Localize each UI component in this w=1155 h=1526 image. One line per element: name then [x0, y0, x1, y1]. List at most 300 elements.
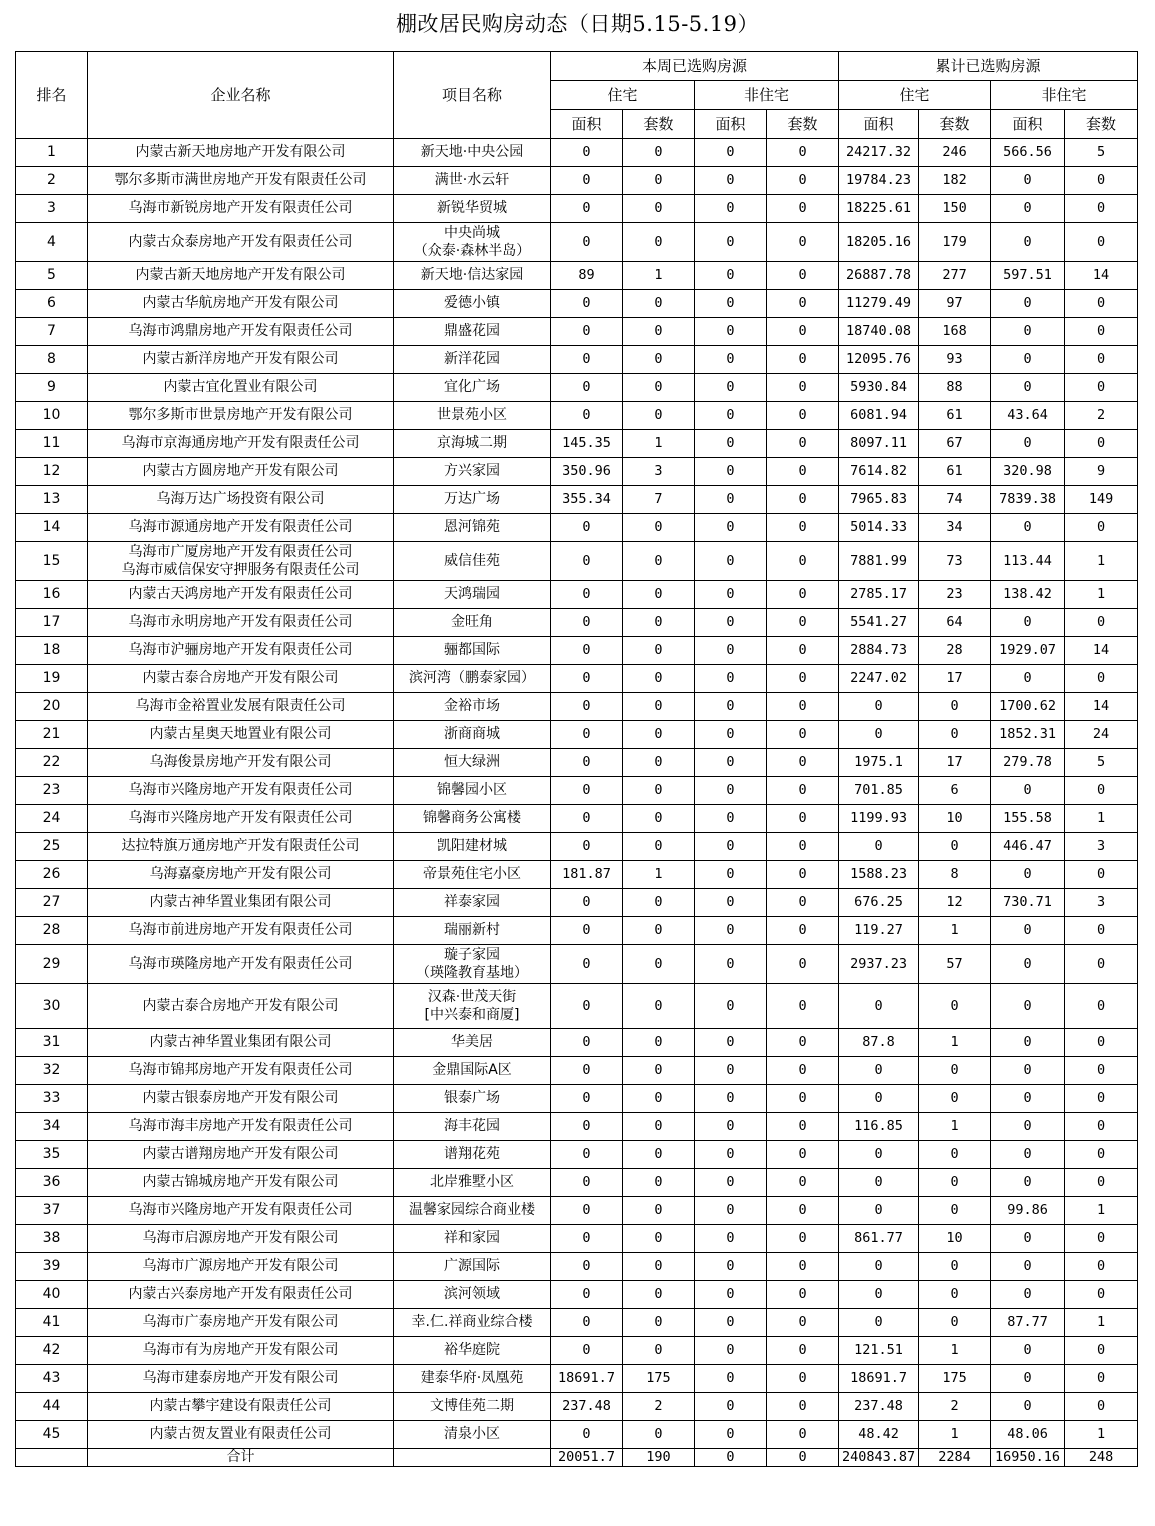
week-non-units-cell: 0 [767, 805, 839, 833]
table-row [16, 486, 1138, 514]
project-cell: 凯阳建材城 [394, 833, 551, 861]
table-row [16, 889, 1138, 917]
cum-res-units-cell: 179 [919, 223, 991, 262]
cum-res-area-cell: 87.8 [839, 1029, 919, 1057]
company-cell: 乌海市兴隆房地产开发有限责任公司 [88, 805, 394, 833]
rank-cell: 16 [16, 581, 88, 609]
cum-non-area-cell: 138.42 [991, 581, 1065, 609]
table-row [16, 1393, 1138, 1421]
cum-res-area-cell: 0 [839, 1169, 919, 1197]
week-non-units-cell: 0 [767, 581, 839, 609]
company-cell: 内蒙古泰合房地产开发有限公司 [88, 665, 394, 693]
week-non-units-cell: 0 [767, 693, 839, 721]
week-non-area-cell: 0 [695, 486, 767, 514]
rank-cell: 22 [16, 749, 88, 777]
cum-res-units-cell: 64 [919, 609, 991, 637]
cum-non-area-cell: 0 [991, 1393, 1065, 1421]
week-res-units-cell: 0 [623, 318, 695, 346]
week-res-units-cell: 1 [623, 262, 695, 290]
week-res-area-cell: 0 [551, 1141, 623, 1169]
week-res-units-cell: 0 [623, 402, 695, 430]
cum-res-units-cell: 61 [919, 458, 991, 486]
cum-res-area-cell: 18691.7 [839, 1365, 919, 1393]
cum-res-area-cell: 0 [839, 833, 919, 861]
cum-non-units-cell: 1 [1065, 805, 1138, 833]
table-row [16, 833, 1138, 861]
total-cum-non-units: 248 [1065, 1449, 1138, 1467]
week-res-area-cell: 0 [551, 167, 623, 195]
cum-non-units-cell: 0 [1065, 861, 1138, 889]
total-rank-cell [16, 1449, 88, 1467]
week-non-units-cell: 0 [767, 833, 839, 861]
table-row [16, 1421, 1138, 1449]
cum-res-units-cell: 0 [919, 833, 991, 861]
cum-non-units-cell: 9 [1065, 458, 1138, 486]
cum-res-units-cell: 88 [919, 374, 991, 402]
rank-cell: 36 [16, 1169, 88, 1197]
cum-non-units-cell: 0 [1065, 1141, 1138, 1169]
table-row [16, 665, 1138, 693]
table-row [16, 1337, 1138, 1365]
week-non-area-cell: 0 [695, 542, 767, 581]
cum-non-area-cell: 0 [991, 1113, 1065, 1141]
project-cell-line1: 璇子家园 [444, 947, 500, 963]
project-cell [394, 945, 551, 984]
week-res-units-cell: 0 [623, 290, 695, 318]
table-row [16, 139, 1138, 167]
week-res-units-cell: 0 [623, 223, 695, 262]
cum-non-units-cell: 3 [1065, 889, 1138, 917]
week-non-units-cell: 0 [767, 195, 839, 223]
header-units: 套数 [767, 110, 839, 139]
cum-res-units-cell: 2 [919, 1393, 991, 1421]
week-res-units-cell: 0 [623, 721, 695, 749]
company-cell: 乌海市新锐房地产开发有限责任公司 [88, 195, 394, 223]
cum-res-units-cell: 6 [919, 777, 991, 805]
week-res-units-cell: 0 [623, 1113, 695, 1141]
week-res-units-cell: 0 [623, 1141, 695, 1169]
week-non-area-cell: 0 [695, 749, 767, 777]
cum-res-area-cell: 0 [839, 1057, 919, 1085]
cum-non-units-cell: 0 [1065, 1029, 1138, 1057]
week-res-units-cell: 0 [623, 167, 695, 195]
week-res-units-cell: 0 [623, 749, 695, 777]
rank-cell: 9 [16, 374, 88, 402]
week-non-units-cell: 0 [767, 889, 839, 917]
company-cell: 乌海市永明房地产开发有限责任公司 [88, 609, 394, 637]
project-cell: 骊都国际 [394, 637, 551, 665]
week-non-units-cell: 0 [767, 374, 839, 402]
rank-cell: 30 [16, 984, 88, 1029]
week-non-area-cell: 0 [695, 945, 767, 984]
week-res-units-cell: 0 [623, 1057, 695, 1085]
cum-non-area-cell: 0 [991, 1225, 1065, 1253]
cum-non-area-cell: 0 [991, 1029, 1065, 1057]
rank-cell: 18 [16, 637, 88, 665]
week-res-units-cell: 0 [623, 1197, 695, 1225]
cum-res-units-cell: 61 [919, 402, 991, 430]
table-row [16, 167, 1138, 195]
week-non-units-cell: 0 [767, 167, 839, 195]
cum-non-units-cell: 0 [1065, 1085, 1138, 1113]
project-cell: 海丰花园 [394, 1113, 551, 1141]
week-res-units-cell: 0 [623, 346, 695, 374]
company-cell-line2: 乌海市威信保安守押服务有限责任公司 [121, 562, 360, 578]
week-res-area-cell: 237.48 [551, 1393, 623, 1421]
cum-res-units-cell: 0 [919, 984, 991, 1029]
week-res-units-cell: 7 [623, 486, 695, 514]
company-cell: 乌海市京海通房地产开发有限责任公司 [88, 430, 394, 458]
week-res-area-cell: 0 [551, 1421, 623, 1449]
project-cell-line2: （瑛隆教育基地） [416, 965, 528, 981]
week-res-units-cell: 0 [623, 581, 695, 609]
week-non-area-cell: 0 [695, 290, 767, 318]
week-res-units-cell: 0 [623, 889, 695, 917]
rank-cell: 19 [16, 665, 88, 693]
cum-non-area-cell: 0 [991, 1141, 1065, 1169]
week-res-units-cell: 0 [623, 693, 695, 721]
company-cell: 鄂尔多斯市满世房地产开发有限责任公司 [88, 167, 394, 195]
week-res-units-cell: 0 [623, 1421, 695, 1449]
project-cell-line2: （众泰·森林半岛） [413, 243, 531, 259]
week-non-area-cell: 0 [695, 861, 767, 889]
week-non-area-cell: 0 [695, 1029, 767, 1057]
project-cell: 天鸿瑞园 [394, 581, 551, 609]
company-cell: 内蒙古兴泰房地产开发有限责任公司 [88, 1281, 394, 1309]
week-res-area-cell: 0 [551, 833, 623, 861]
cum-non-area-cell: 0 [991, 917, 1065, 945]
cum-non-units-cell: 0 [1065, 917, 1138, 945]
cum-non-units-cell: 0 [1065, 1057, 1138, 1085]
cum-res-units-cell: 0 [919, 1085, 991, 1113]
week-res-units-cell: 0 [623, 777, 695, 805]
table-row [16, 542, 1138, 581]
cum-res-area-cell: 0 [839, 984, 919, 1029]
table-row [16, 1197, 1138, 1225]
cum-res-area-cell: 7881.99 [839, 542, 919, 581]
company-cell: 乌海市锦邦房地产开发有限责任公司 [88, 1057, 394, 1085]
project-cell: 新天地·中央公园 [394, 139, 551, 167]
week-non-area-cell: 0 [695, 514, 767, 542]
week-res-area-cell: 0 [551, 542, 623, 581]
cum-res-area-cell: 2937.23 [839, 945, 919, 984]
table-row [16, 637, 1138, 665]
cum-res-units-cell: 1 [919, 917, 991, 945]
cum-non-area-cell: 48.06 [991, 1421, 1065, 1449]
week-non-area-cell: 0 [695, 402, 767, 430]
week-res-area-cell: 0 [551, 1253, 623, 1281]
table-row [16, 1169, 1138, 1197]
week-non-area-cell: 0 [695, 374, 767, 402]
project-cell-line1: 中央尚城 [444, 225, 500, 241]
week-non-units-cell: 0 [767, 1281, 839, 1309]
cum-res-units-cell: 0 [919, 1169, 991, 1197]
table-row [16, 984, 1138, 1029]
week-non-units-cell: 0 [767, 139, 839, 167]
rank-cell: 3 [16, 195, 88, 223]
project-cell: 谱翔花苑 [394, 1141, 551, 1169]
project-cell-line1: 汉森·世茂天街 [427, 989, 517, 1005]
rank-cell: 5 [16, 262, 88, 290]
project-cell: 新天地·信达家园 [394, 262, 551, 290]
project-cell: 浙商商城 [394, 721, 551, 749]
week-non-units-cell: 0 [767, 1169, 839, 1197]
week-non-units-cell: 0 [767, 290, 839, 318]
table-row [16, 1225, 1138, 1253]
week-res-area-cell: 89 [551, 262, 623, 290]
cum-non-units-cell: 1 [1065, 1197, 1138, 1225]
week-non-area-cell: 0 [695, 984, 767, 1029]
cum-non-units-cell: 0 [1065, 374, 1138, 402]
week-res-area-cell: 0 [551, 984, 623, 1029]
cum-non-units-cell: 0 [1065, 1253, 1138, 1281]
cum-non-units-cell: 0 [1065, 1365, 1138, 1393]
table-row [16, 318, 1138, 346]
company-cell: 内蒙古谱翔房地产开发有限公司 [88, 1141, 394, 1169]
cum-non-units-cell: 0 [1065, 609, 1138, 637]
company-cell: 内蒙古华航房地产开发有限公司 [88, 290, 394, 318]
cum-res-units-cell: 67 [919, 430, 991, 458]
project-cell: 北岸雅墅小区 [394, 1169, 551, 1197]
week-res-area-cell: 0 [551, 609, 623, 637]
week-non-units-cell: 0 [767, 1393, 839, 1421]
cum-res-units-cell: 168 [919, 318, 991, 346]
week-res-units-cell: 0 [623, 984, 695, 1029]
week-res-units-cell: 0 [623, 1085, 695, 1113]
week-res-units-cell: 1 [623, 430, 695, 458]
company-cell: 乌海市兴隆房地产开发有限责任公司 [88, 777, 394, 805]
week-non-units-cell: 0 [767, 486, 839, 514]
week-res-area-cell: 0 [551, 805, 623, 833]
cum-res-units-cell: 0 [919, 721, 991, 749]
rank-cell: 15 [16, 542, 88, 581]
cum-res-area-cell: 1588.23 [839, 861, 919, 889]
cum-res-area-cell: 701.85 [839, 777, 919, 805]
rank-cell: 6 [16, 290, 88, 318]
rank-cell: 2 [16, 167, 88, 195]
cum-res-area-cell: 0 [839, 1281, 919, 1309]
table-row [16, 430, 1138, 458]
project-cell: 新锐华贸城 [394, 195, 551, 223]
rank-cell: 11 [16, 430, 88, 458]
week-res-area-cell: 0 [551, 1029, 623, 1057]
week-non-units-cell: 0 [767, 637, 839, 665]
cum-res-units-cell: 93 [919, 346, 991, 374]
cum-non-area-cell: 0 [991, 1057, 1065, 1085]
week-non-units-cell: 0 [767, 1337, 839, 1365]
week-res-units-cell: 0 [623, 1281, 695, 1309]
rank-cell: 31 [16, 1029, 88, 1057]
cum-res-area-cell: 121.51 [839, 1337, 919, 1365]
cum-non-area-cell: 566.56 [991, 139, 1065, 167]
project-cell: 滨河湾（鹏泰家园） [394, 665, 551, 693]
company-cell: 乌海市广源房地产开发有限公司 [88, 1253, 394, 1281]
week-non-area-cell: 0 [695, 581, 767, 609]
company-cell: 乌海市源通房地产开发有限责任公司 [88, 514, 394, 542]
cum-res-units-cell: 246 [919, 139, 991, 167]
cum-res-area-cell: 12095.76 [839, 346, 919, 374]
cum-res-area-cell: 1199.93 [839, 805, 919, 833]
project-cell: 金旺角 [394, 609, 551, 637]
week-res-units-cell: 0 [623, 609, 695, 637]
total-row [16, 1449, 1138, 1467]
company-cell: 内蒙古宜化置业有限公司 [88, 374, 394, 402]
cum-res-units-cell: 97 [919, 290, 991, 318]
week-res-area-cell: 0 [551, 195, 623, 223]
cum-non-units-cell: 0 [1065, 1337, 1138, 1365]
week-non-units-cell: 0 [767, 721, 839, 749]
project-cell-line2: [中兴泰和商厦] [424, 1007, 520, 1023]
week-res-area-cell: 0 [551, 514, 623, 542]
cum-res-area-cell: 5541.27 [839, 609, 919, 637]
header-area: 面积 [551, 110, 623, 139]
cum-non-units-cell: 0 [1065, 290, 1138, 318]
company-cell: 乌海市金裕置业发展有限责任公司 [88, 693, 394, 721]
project-cell: 金裕市场 [394, 693, 551, 721]
table-row [16, 777, 1138, 805]
project-cell: 京海城二期 [394, 430, 551, 458]
company-cell: 乌海俊景房地产开发有限公司 [88, 749, 394, 777]
total-week-res-area: 20051.7 [551, 1449, 623, 1467]
rank-cell: 37 [16, 1197, 88, 1225]
project-cell [394, 984, 551, 1029]
cum-res-area-cell: 8097.11 [839, 430, 919, 458]
total-week-res-units: 190 [623, 1449, 695, 1467]
project-cell: 世景苑小区 [394, 402, 551, 430]
week-res-units-cell: 0 [623, 665, 695, 693]
cum-non-units-cell: 0 [1065, 984, 1138, 1029]
company-cell: 乌海市鸿鼎房地产开发有限责任公司 [88, 318, 394, 346]
week-res-area-cell: 355.34 [551, 486, 623, 514]
cum-res-area-cell: 24217.32 [839, 139, 919, 167]
week-res-units-cell: 2 [623, 1393, 695, 1421]
table-row [16, 721, 1138, 749]
project-cell: 爱德小镇 [394, 290, 551, 318]
rank-cell: 21 [16, 721, 88, 749]
week-res-area-cell: 0 [551, 1085, 623, 1113]
header-company: 企业名称 [88, 52, 394, 139]
company-cell: 内蒙古锦城房地产开发有限公司 [88, 1169, 394, 1197]
project-cell: 锦馨商务公寓楼 [394, 805, 551, 833]
week-non-units-cell: 0 [767, 262, 839, 290]
company-cell: 乌海市前进房地产开发有限责任公司 [88, 917, 394, 945]
week-res-units-cell: 0 [623, 1225, 695, 1253]
cum-non-area-cell: 0 [991, 346, 1065, 374]
company-cell: 乌海市建泰房地产开发有限公司 [88, 1365, 394, 1393]
project-cell: 文博佳苑二期 [394, 1393, 551, 1421]
week-res-area-cell: 0 [551, 1169, 623, 1197]
week-res-area-cell: 0 [551, 1225, 623, 1253]
project-cell: 万达广场 [394, 486, 551, 514]
week-res-units-cell: 0 [623, 374, 695, 402]
week-res-area-cell: 18691.7 [551, 1365, 623, 1393]
company-cell: 内蒙古新洋房地产开发有限公司 [88, 346, 394, 374]
rank-cell: 25 [16, 833, 88, 861]
cum-non-area-cell: 1852.31 [991, 721, 1065, 749]
company-cell: 乌海市海丰房地产开发有限责任公司 [88, 1113, 394, 1141]
company-cell: 乌海市广泰房地产开发有限公司 [88, 1309, 394, 1337]
week-non-units-cell: 0 [767, 984, 839, 1029]
project-cell: 建泰华府·凤凰苑 [394, 1365, 551, 1393]
cum-non-units-cell: 0 [1065, 1393, 1138, 1421]
week-non-units-cell: 0 [767, 1421, 839, 1449]
cum-res-area-cell: 2247.02 [839, 665, 919, 693]
cum-non-area-cell: 279.78 [991, 749, 1065, 777]
cum-res-units-cell: 0 [919, 1057, 991, 1085]
cum-non-units-cell: 1 [1065, 1421, 1138, 1449]
week-res-units-cell: 0 [623, 805, 695, 833]
company-cell: 乌海市有为房地产开发有限公司 [88, 1337, 394, 1365]
cum-res-area-cell: 0 [839, 1085, 919, 1113]
company-cell: 乌海市启源房地产开发有限公司 [88, 1225, 394, 1253]
cum-non-area-cell: 597.51 [991, 262, 1065, 290]
table-row [16, 609, 1138, 637]
table-row [16, 945, 1138, 984]
week-res-area-cell: 0 [551, 693, 623, 721]
week-res-units-cell: 0 [623, 1169, 695, 1197]
cum-non-units-cell: 24 [1065, 721, 1138, 749]
week-non-area-cell: 0 [695, 609, 767, 637]
week-non-area-cell: 0 [695, 1309, 767, 1337]
week-non-units-cell: 0 [767, 223, 839, 262]
company-cell: 内蒙古泰合房地产开发有限公司 [88, 984, 394, 1029]
project-cell: 帝景苑住宅小区 [394, 861, 551, 889]
rank-cell: 1 [16, 139, 88, 167]
rank-cell: 26 [16, 861, 88, 889]
cum-non-area-cell: 1700.62 [991, 693, 1065, 721]
project-cell: 宜化广场 [394, 374, 551, 402]
week-non-units-cell: 0 [767, 542, 839, 581]
week-non-units-cell: 0 [767, 749, 839, 777]
cum-non-area-cell: 7839.38 [991, 486, 1065, 514]
company-cell: 内蒙古星奥天地置业有限公司 [88, 721, 394, 749]
cum-res-units-cell: 182 [919, 167, 991, 195]
week-res-units-cell: 0 [623, 1029, 695, 1057]
project-cell: 威信佳苑 [394, 542, 551, 581]
cum-res-units-cell: 17 [919, 665, 991, 693]
company-cell: 乌海市沪骊房地产开发有限责任公司 [88, 637, 394, 665]
week-res-area-cell: 145.35 [551, 430, 623, 458]
week-non-area-cell: 0 [695, 693, 767, 721]
cum-res-units-cell: 1 [919, 1029, 991, 1057]
cum-res-area-cell: 0 [839, 693, 919, 721]
cum-non-area-cell: 43.64 [991, 402, 1065, 430]
rank-cell: 40 [16, 1281, 88, 1309]
page-title: 棚改居民购房动态（日期5.15-5.19） [395, 12, 760, 36]
header-project: 项目名称 [394, 52, 551, 139]
table-row [16, 1253, 1138, 1281]
week-non-area-cell: 0 [695, 1141, 767, 1169]
header-area: 面积 [695, 110, 767, 139]
project-cell: 广源国际 [394, 1253, 551, 1281]
week-non-area-cell: 0 [695, 167, 767, 195]
week-non-units-cell: 0 [767, 318, 839, 346]
cum-res-area-cell: 0 [839, 721, 919, 749]
week-res-area-cell: 0 [551, 637, 623, 665]
week-non-units-cell: 0 [767, 1113, 839, 1141]
table-row [16, 1085, 1138, 1113]
week-non-area-cell: 0 [695, 665, 767, 693]
total-cum-res-units: 2284 [919, 1449, 991, 1467]
week-non-area-cell: 0 [695, 458, 767, 486]
cum-non-area-cell: 0 [991, 945, 1065, 984]
week-res-units-cell: 0 [623, 139, 695, 167]
week-non-area-cell: 0 [695, 1281, 767, 1309]
rank-cell: 35 [16, 1141, 88, 1169]
company-cell-line1: 乌海市广厦房地产开发有限责任公司 [128, 544, 353, 560]
week-res-area-cell: 0 [551, 889, 623, 917]
week-res-units-cell: 0 [623, 514, 695, 542]
